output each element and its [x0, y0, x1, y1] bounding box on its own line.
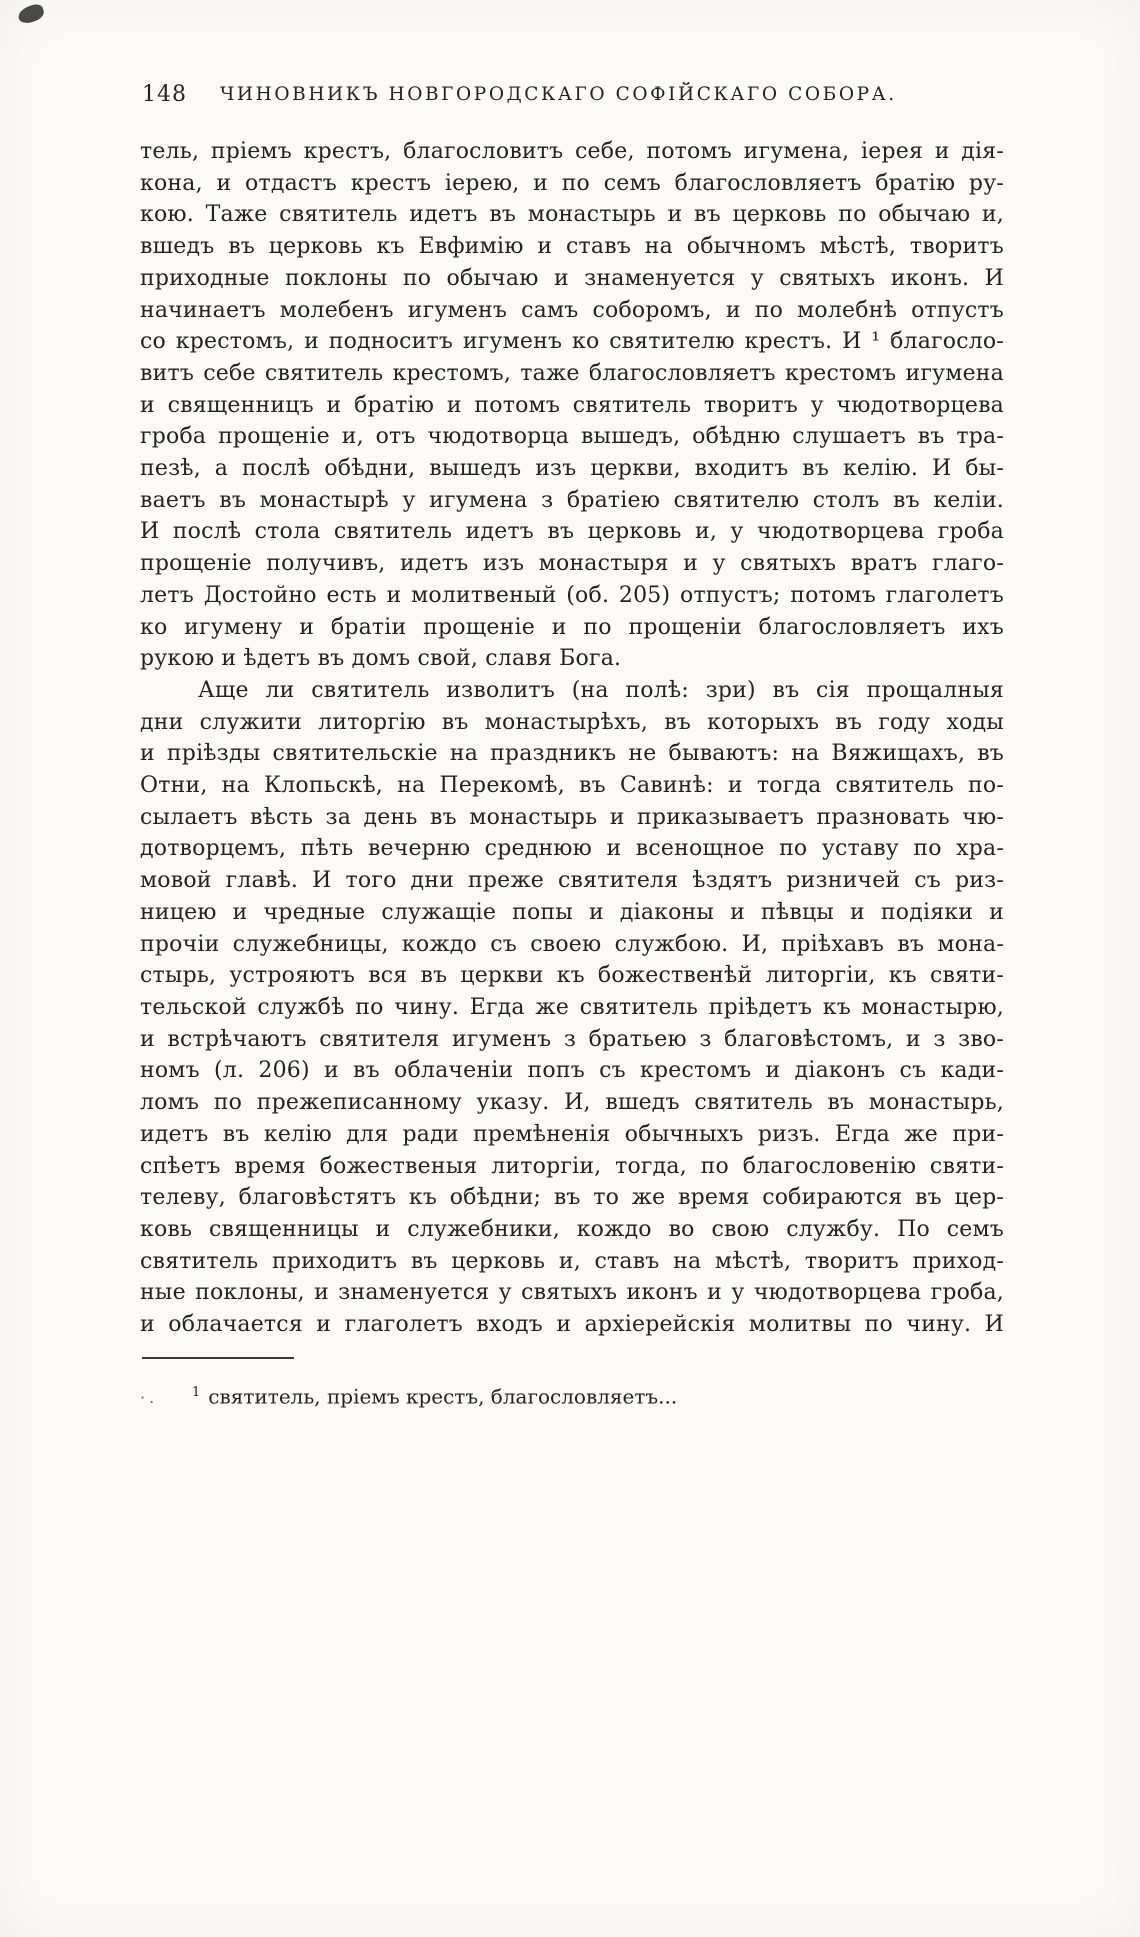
text-line: номъ (л. 206) и въ облаченіи попъ съ крестомъ и діаконъ съ кади- [140, 1058, 1004, 1084]
text-line: спѣетъ время божественыя литоргіи, тогда, по благословенію святи- [140, 1153, 1004, 1179]
text-line: идетъ въ келію для ради премѣненія обычныхъ ризъ. Егда же при- [140, 1121, 1004, 1147]
text-line: летъ Достойно есть и молитвеный (об. 205) отпустъ; потомъ глаголетъ [140, 582, 1004, 608]
text-line: кона, и отдастъ крестъ іерею, и по семъ благословляетъ братію ру- [140, 170, 1004, 196]
text-line: ные поклоны, и знаменуется у святыхъ иконъ и у чюдотворцева гроба, [140, 1280, 1004, 1306]
text-line: ницею и чредные служащіе попы и діаконы и пѣвцы и подіяки и [140, 899, 1004, 925]
text-line: прочіи служебницы, кождо съ своею службою. И, пріѣхавъ въ мона- [140, 931, 1004, 957]
text-line: сылаетъ вѣсть за день въ монастырь и приказываетъ празновать чю- [140, 804, 1004, 830]
text-line: прощеніе получивъ, идетъ изъ монастыря и у святыхъ вратъ глаго- [140, 551, 1004, 577]
page-content [140, 80, 1004, 1412]
margin-mark: ·. [140, 1388, 159, 1408]
scan-artifact [16, 2, 46, 25]
page-number: 148 [142, 82, 187, 107]
text-line: мовой главѣ. И того дни преже святителя ѣздятъ ризничей съ риз- [140, 868, 1004, 894]
text-line: гроба прощеніе и, отъ чюдотворца вышедъ, обѣдню слушаетъ въ тра- [140, 424, 1004, 450]
text-line: тельской службѣ по чину. Егда же святитель пріѣдетъ къ монастырю, [140, 994, 1004, 1020]
text-line: И послѣ стола святитель идетъ въ церковь и, у чюдотворцева гроба [140, 519, 1004, 545]
text-line: стырь, устрояютъ вся въ церкви къ божественѣй литоргіи, къ святи- [140, 963, 1004, 989]
body-text [140, 136, 1004, 1341]
text-line: дотворцемъ, пѣть вечерню среднюю и всенощное по уставу по хра- [140, 836, 1004, 862]
footnote-text: святитель, пріемъ крестъ, благословляетъ... [208, 1384, 678, 1409]
footnote-area [140, 1357, 1004, 1413]
footnote-marker: 1 [192, 1384, 201, 1400]
text-line: ваетъ въ монастырѣ у игумена з братіею святителю столъ въ келіи. [140, 487, 1004, 513]
text-line: ко игумену и братіи прощеніе и по прощеніи благословляетъ ихъ [140, 614, 1004, 640]
text-line: приходные поклоны по обычаю и знаменуется у святыхъ иконъ. И [140, 265, 1004, 291]
text-line: и пріѣзды святительскіе на праздникъ не бываютъ: на Вяжищахъ, въ [140, 741, 1004, 767]
text-line: витъ себе святитель крестомъ, таже благословляетъ крестомъ игумена [140, 360, 1004, 386]
text-line: ломъ по прежеписанному указу. И, вшедъ святитель въ монастырь, [140, 1090, 1004, 1116]
text-line: Аще ли святитель изволитъ (на полѣ: зри) въ сія прощалныя [198, 677, 1004, 703]
text-line: и священницъ и братію и потомъ святитель творитъ у чюдотворцева [140, 392, 1004, 418]
text-line: Отни, на Клопьскѣ, на Перекомѣ, въ Савинѣ: и тогда святитель по- [140, 773, 1004, 799]
text-line: рукою и ѣдетъ въ домъ свой, славя Бога. [140, 646, 622, 672]
footnote-rule [142, 1357, 294, 1359]
page-header [140, 80, 1004, 110]
text-line: ковь священницы и служебники, кождо во свою службу. По семъ [140, 1216, 1004, 1242]
text-line: тель, пріемъ крестъ, благословитъ себе, потомъ игумена, іерея и дія- [140, 139, 1004, 164]
footnote [140, 1379, 1004, 1413]
text-line: начинаетъ молебенъ игуменъ самъ соборомъ, и по молебнѣ отпустъ [140, 297, 1004, 323]
text-line: святитель приходитъ въ церковь и, ставъ на мѣстѣ, творитъ приход- [140, 1248, 1004, 1274]
running-head: ЧИНОВНИКЪ НОВГОРОДСКАГО СОФІЙСКАГО СОБОРА. [220, 84, 897, 105]
text-line: со крестомъ, и подноситъ игуменъ ко святителю крестъ. И ¹ благосло- [140, 329, 1004, 355]
text-line: дни служити литоргію въ монастырѣхъ, въ которыхъ въ году ходы [140, 709, 1004, 735]
paragraph [140, 136, 1004, 675]
text-line: телеву, благовѣстятъ къ обѣдни; въ то же время собираются въ цер- [140, 1185, 1004, 1211]
text-line: и облачается и глаголетъ входъ и архіерейскія молитвы по чину. И [140, 1312, 1004, 1338]
text-line: кою. Таже святитель идетъ въ монастырь и въ церковь по обычаю и, [140, 202, 1004, 228]
text-line: пезѣ, а послѣ обѣдни, вышедъ изъ церкви, входитъ въ келію. И бы- [140, 456, 1004, 482]
paragraph [140, 675, 1004, 1341]
text-line: и встрѣчаютъ святителя игуменъ з братьею з благовѣстомъ, и з зво- [140, 1026, 1004, 1052]
text-line: вшедъ въ церковь къ Евфимію и ставъ на обычномъ мѣстѣ, творитъ [140, 234, 1004, 260]
